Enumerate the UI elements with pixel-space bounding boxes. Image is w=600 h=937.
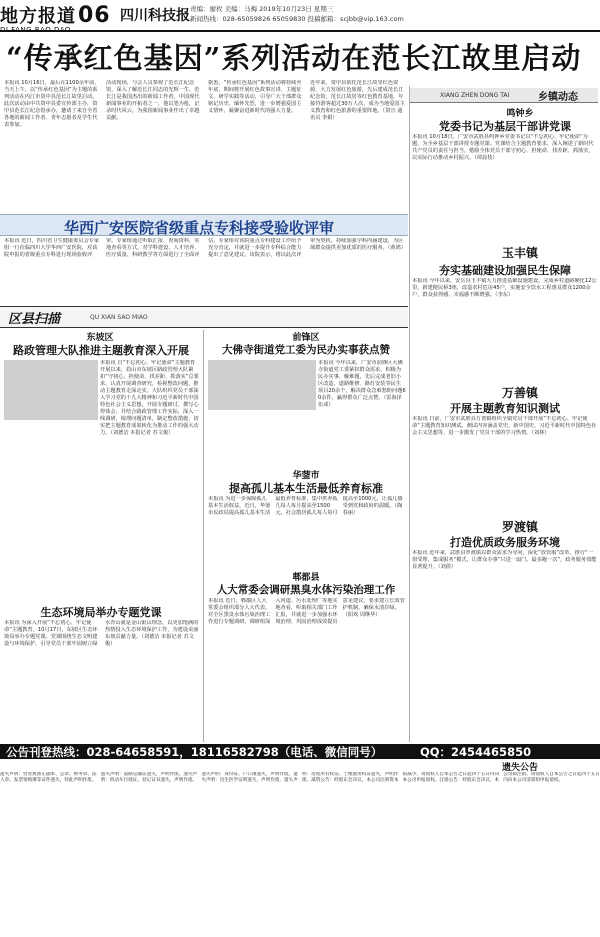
town-news-pinyin: XIANG ZHEN DONG TAI <box>440 92 510 99</box>
qianfeng-headline: 大佛寺街道党工委为民办实事获点赞 <box>222 344 390 356</box>
pixian-district-name: 郫都县 <box>292 573 320 583</box>
town-1-name: 鸣钟乡 <box>506 109 534 119</box>
lead-col-1 <box>4 80 102 210</box>
dongpo-headline: 路政管理大队推进主题教育深入开展 <box>13 344 189 357</box>
page-header <box>0 0 600 34</box>
lead-paragraph-1: 本报讯 10月16日，最后在1100余年前，当天上午，以“传承红色基因”为主题的系列活动在内江市资中县范长江故里启动。此次活动由中共资中县委宣传部主办，资中县范长江纪念馆承办，邀请了来自全省各地的新闻工作者、青年志愿者及学生代表参加。 <box>4 80 100 128</box>
header-meta <box>190 4 480 30</box>
dongpo-photo <box>4 360 98 420</box>
lead-col-2 <box>106 80 204 210</box>
town-2-name: 玉丰镇 <box>501 246 538 260</box>
town-3-name: 万善镇 <box>501 386 538 400</box>
ecology-body: 本报讯 为深入开展“不忘初心、牢记使命”主题教育，10月17日，东坡区生态环境局举办专题党课。党课围绕生态文明建设与环境保护，引导党员干部牢固树立绿水青山就是金山银山理念，以更加饱满的热情投入生态环境保护工作，为建设美丽东坡贡献力量。（刘德洁 本报记者 苏文俊） <box>4 620 199 647</box>
qianfeng-photo <box>208 360 316 410</box>
town-news-header <box>410 88 598 103</box>
town-4-body: 本报讯 近年来，武胜县罗渡镇以群众需求为导向，深化“放管服”改革，推行“一窗受理、集成服务”模式，让群众办事“只进一扇门、最多跑一次”，政务服务效能显著提升。（刘倩） <box>412 550 597 570</box>
paper-logo: 四川科技报 <box>120 8 190 24</box>
district-scan-title: 区县扫描 <box>8 312 61 327</box>
left-middle-divider <box>203 330 204 742</box>
dongpo-body: 本报讯 自“不忘初心、牢记使命”主题教育开展以来，眉山市东坡区路政管理大队紧扣“守初心、担使命、找差距、抓落实”总要求，认真开展调查研究，检视整改问题，推动主题教育走深走实。大队组织党员干部深入学习党的十九大精神和习近平新时代中国特色社会主义思想，开展专题研讨，撰写心得体会，并结合路政管理工作实际，深入一线调研，梳理问题清单，制定整改措施，切实把主题教育成果转化为推动工作的强大动力。（刘德洁 本报记者 苏文俊） <box>100 360 199 436</box>
lead-col-4 <box>310 80 406 210</box>
classified-ads <box>0 772 600 937</box>
huaying-headline: 提高孤儿基本生活最低养育标准 <box>229 482 383 495</box>
town-1-title: 党委书记为基层干部讲党课 <box>439 120 571 133</box>
town-3-body: 本报讯 日前，广安市武胜县万善镇组织全镇党员干部开展“不忘初心、牢记使命”主题教育知识测试。测试内容涵盖党史、新中国史、习近平新时代中国特色社会主义思想等，进一步激发了党员干部的学习热情。（刘林） <box>412 416 597 436</box>
hospital-body: 本报讯 近日，四川省卫生健康委员会专家组一行莅临四川大学华西广安医院，对该院申报的省级重点专科进行现场验收评审。专家组通过听取汇报、查阅资料、实地查看等方式，对学科建设、人才培养、医疗质量、科研教学等方面进行了全面评估。专家组对该院重点专科建设工作给予充分肯定，并就进一步提升专科综合能力提出了意见建议。该院表示，将以此次评审为契机，持续加强学科内涵建设，为区域群众提供更加优质的医疗服务。（黄鸿） <box>4 238 406 258</box>
dongpo-district-name: 东坡区 <box>86 333 114 343</box>
town-4-name: 罗渡镇 <box>501 520 538 534</box>
section-name: 地方报道 <box>0 6 76 27</box>
lost-notice-title: 遗失公告 <box>501 763 538 773</box>
ad-hotline-phone: 公告刊登热线：028-64658591，18116582798（电话、微信同号） <box>6 745 383 759</box>
huaying-body: 本报讯 为进一步保障孤儿基本生活权益，近日，华蓥市民政局提高孤儿基本生活最低养育标准，集中供养孤儿每人每月提高至1500元，社会散居孤儿每人每月提高至1000元，让孤儿感受到党和政府的温暖。（陶春丽） <box>208 496 403 516</box>
header-rule <box>0 30 600 32</box>
main-headline: “传承红色基因”系列活动在范长江故里启动 <box>6 41 582 75</box>
town-4-title: 打造优质政务服务环境 <box>450 536 560 549</box>
meta-line-2: 新闻热线：028-65059826 65059830 投稿邮箱：scjbb@vip.163.com <box>190 15 404 23</box>
lead-paragraph-4: 近年来，资中县依托范长江故里红色资源，大力发展红色旅游，先后建成范长江纪念馆、范长江故居等红色教育基地，年接待游客超过30万人次，成为当地爱国主义教育和红色旅游的重要阵地。（资宣 通讯员 李娟） <box>310 80 405 121</box>
town-2-body: 本报讯 今年以来，安岳县玉丰镇大力推进基础设施建设，完成乡村道路硬化12公里，新建便民桥3座，改造农村危房45户，实施安全饮水工程惠及群众1200余户，群众获得感、幸福感不断增强。（李东） <box>412 278 597 298</box>
district-scan-pinyin: QU XIAN SAO MIAO <box>90 314 148 321</box>
lead-paragraph-3: 据悉，“传承红色基因”系列活动将持续至年底，期间将开展红色故事宣讲、主题征文、研学实践等活动，引导广大干部群众铭记历史、缅怀先烈，进一步增强爱国主义情怀，凝聚奋进新时代的强大力量。 <box>208 80 302 114</box>
page-number: 06 <box>78 3 111 28</box>
town-3-title: 开展主题教育知识测试 <box>450 402 560 415</box>
hospital-headline-bar <box>0 214 408 236</box>
pixian-headline: 人大常委会调研黑臭水体污染治理工作 <box>216 584 396 596</box>
huaying-district-name: 华蓥市 <box>292 471 320 481</box>
classified-text-1: 遗失声明：营业执照正副本、公章、财务章、法人章、发票领购簿等证件遗失，特此声明作废。遗失声明：道路运输证遗失，声明作废。遗失声明：机动车行驶证、登记证书遗失，声明作废。遗失声明：身份证、户口簿遗失，声明作废。遗失声明：出生医学证明遗失，声明作废。遗失声明：房屋所有权证、土地使用权证遗失，声明作废。减资公告：经股东会决议，本公司注册资本拟减少，请债权人自本公告之日起四十五日内向本公司申报债权。注销公告：经股东会决议，本公司拟注销，请债权人自本公告之日起四十五日内向本公司清算组申报债权。 <box>0 772 600 783</box>
ad-hotline-qq: QQ：2454465850 <box>420 745 532 759</box>
town-news-title: 乡镇动态 <box>538 92 578 103</box>
district-scan-banner <box>0 306 408 328</box>
ecology-headline: 生态环境局举办专题党课 <box>40 606 162 619</box>
ad-hotline-bar <box>0 744 600 759</box>
town-1-body: 本报讯 10月18日，广安市武胜县鸣钟乡党委书记以“不忘初心、牢记使命”为题，为全乡基层干部讲授专题党课。党课结合主题教育要求，深入阐述了新时代共产党员的责任与担当，勉励全体党员干部守初心、担使命、找差距、抓落实，以实际行动推动乡村振兴。（谭晨枝） <box>412 134 594 161</box>
meta-line-1: 责编：廖枚 美编：马梅 2019年10月23日 星期三 <box>190 5 334 13</box>
qianfeng-district-name: 前锋区 <box>292 333 320 343</box>
right-column-divider <box>409 86 410 742</box>
pixian-body: 本报讯 近日，郫都区人大常委会组织部分人大代表，对全区黑臭水体污染治理工作进行专题调研。调研组深入河道、污水处理厂等地实地查看，听取相关部门工作汇报，并就进一步加强水环境治理、巩固治理成效提出意见建议，要求建立长效管护机制，确保水清岸绿。（阳欢 周继华） <box>208 598 405 625</box>
hospital-headline: 华西广安医院省级重点专科接受验收评审 <box>64 219 335 237</box>
lead-col-3 <box>208 80 306 210</box>
section-title <box>0 2 120 30</box>
qianfeng-body: 本报讯 今年以来，广安市前锋区大佛寺街道党工委紧扣群众需求，积极为民办实事、解难题，先后完成老旧小区改造、道路维修、路灯安装等民生项目20余个，解决群众急难愁盼问题60余件，赢得群众广泛点赞。（雷海泽 伍成） <box>318 360 406 408</box>
lead-paragraph-2: 活动现场，与会人员参观了范长江纪念馆，深入了解范长江同志的光辉一生。范长江是我国杰出的新闻工作者，中国现代新闻事业的开拓者之一，他以笔为枪，记录时代风云，为我国新闻事业作出了卓越贡献。 <box>106 80 200 121</box>
town-2-title: 夯实基础建设加强民生保障 <box>439 264 571 277</box>
